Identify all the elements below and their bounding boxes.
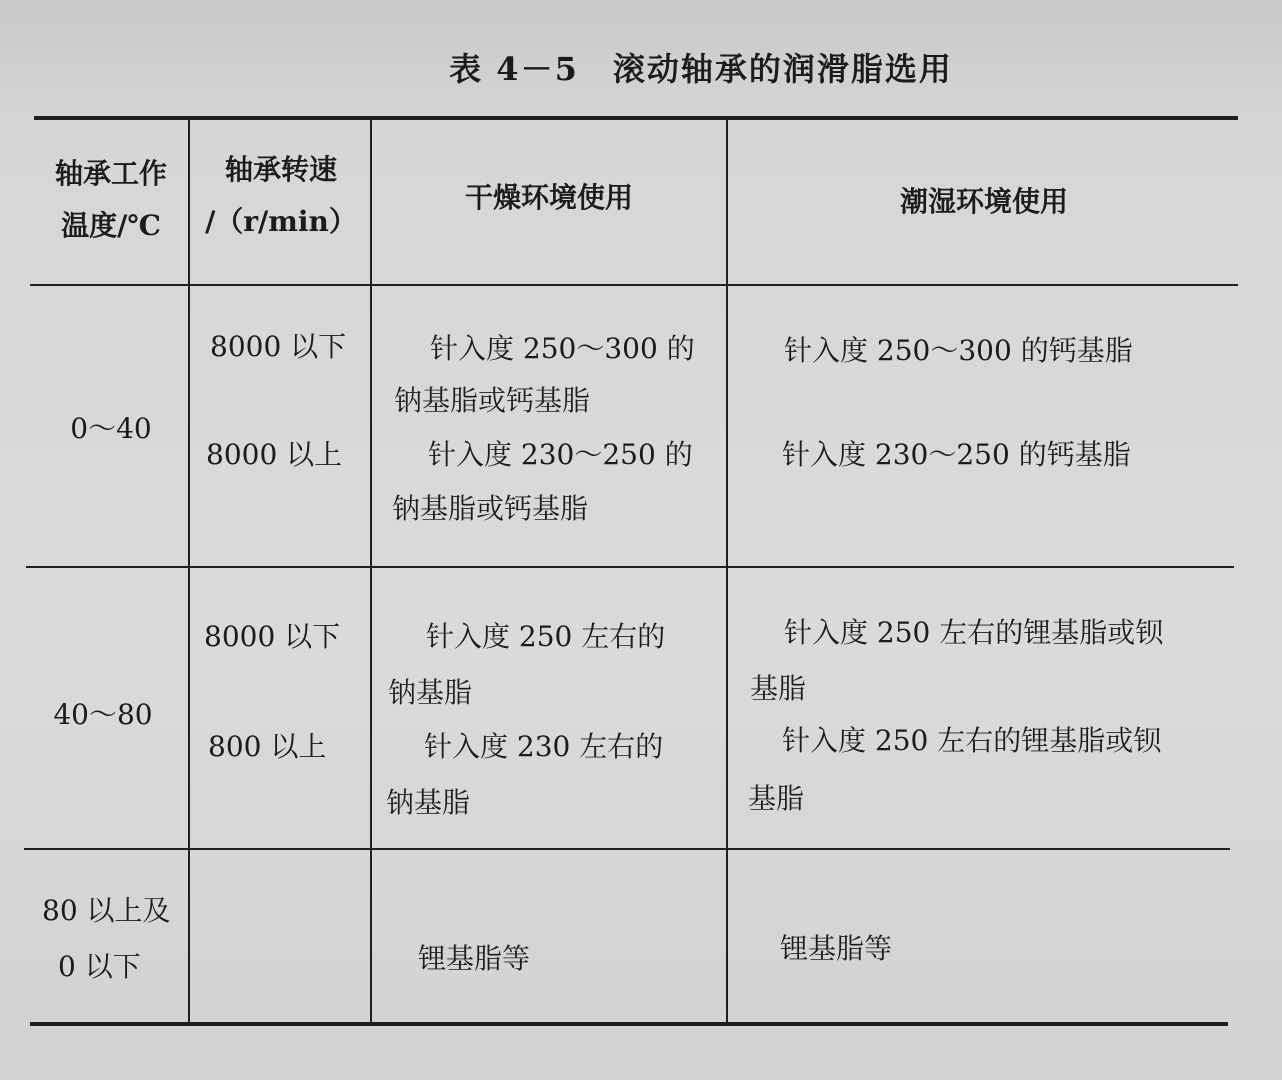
row2-dry-low-line1: 针入度 250 左右的 <box>426 620 666 653</box>
row1-dry-low-line1: 针入度 250～300 的 <box>430 332 695 365</box>
table-title: 表 4－5 滚动轴承的润滑脂选用 <box>449 50 953 88</box>
row2-humid-high-line2: 基脂 <box>748 782 805 815</box>
col1-divider <box>188 116 190 1026</box>
col3-divider <box>726 116 728 1026</box>
row1-speed-high: 8000 以上 <box>206 438 343 471</box>
row2-temperature: 40～80 <box>53 698 153 731</box>
row1-dry-high-line2: 钠基脂或钙基脂 <box>392 492 589 525</box>
row2-dry-high-line1: 针入度 230 左右的 <box>424 730 664 763</box>
row2-speed-high: 800 以上 <box>208 730 327 763</box>
row1-dry-low-line2: 钠基脂或钙基脂 <box>394 384 591 417</box>
row1-humid-high: 针入度 230～250 的钙基脂 <box>782 438 1131 471</box>
header-temperature <box>36 148 186 252</box>
header-speed-line2: /（r/min） <box>205 205 357 238</box>
header-speed <box>194 144 368 248</box>
header-dry: 干燥环境使用 <box>464 181 633 214</box>
row2-humid-low-line1: 针入度 250 左右的锂基脂或钡 <box>784 616 1164 649</box>
row3-temperature-line1: 80 以上及 <box>42 894 171 927</box>
row1-dry-high-line1: 针入度 230～250 的 <box>428 438 693 471</box>
row2-rule <box>24 848 1230 850</box>
row1-temperature: 0～40 <box>70 412 152 445</box>
row2-speed-low: 8000 以下 <box>204 620 341 653</box>
row1-humid-low: 针入度 250～300 的钙基脂 <box>784 334 1133 367</box>
row1-speed-low: 8000 以下 <box>210 330 347 363</box>
header-temperature-line2: 温度/℃ <box>61 209 161 242</box>
row2-dry-low-line2: 钠基脂 <box>388 676 473 709</box>
header-humid: 潮湿环境使用 <box>899 185 1068 218</box>
row3-dry: 锂基脂等 <box>418 942 531 975</box>
header-speed-line1: 轴承转速 <box>224 153 337 186</box>
row3-humid: 锂基脂等 <box>780 932 893 965</box>
row3-temperature-line2: 0 以下 <box>58 950 141 983</box>
row2-humid-high-line1: 针入度 250 左右的锂基脂或钡 <box>782 724 1162 757</box>
bottom-rule <box>30 1022 1228 1026</box>
row2-humid-low-line2: 基脂 <box>750 672 807 705</box>
top-rule <box>34 116 1238 120</box>
header-rule <box>30 284 1238 286</box>
row1-rule <box>26 566 1234 568</box>
row2-dry-high-line2: 钠基脂 <box>386 786 471 819</box>
header-temperature-line1: 轴承工作 <box>54 157 167 190</box>
col2-divider <box>370 116 372 1026</box>
